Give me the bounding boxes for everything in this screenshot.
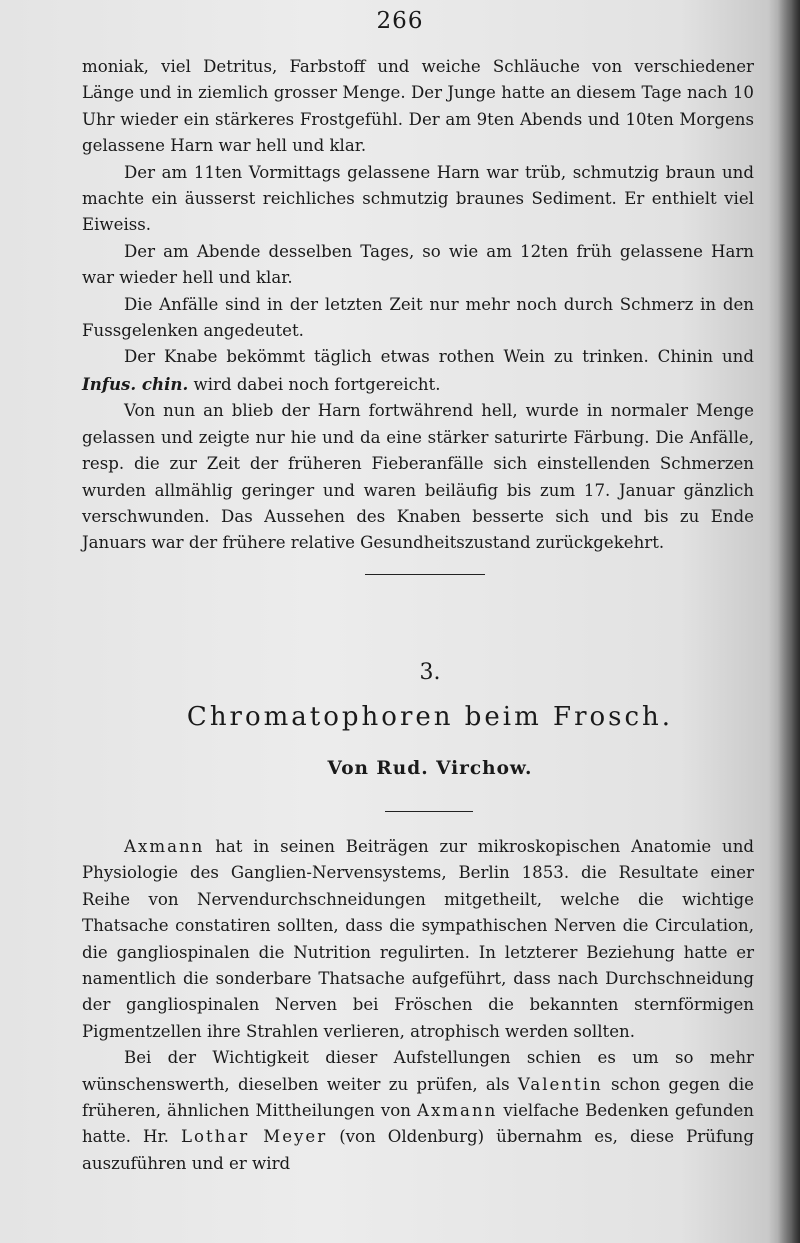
upper-text-block [82, 54, 754, 557]
lower-text-block [82, 834, 754, 1177]
article-title: Chromatophoren beim Frosch. [186, 702, 674, 732]
paragraph-text: schon gegen die früheren, ähnlichen Mittheilungen von [82, 1074, 754, 1121]
author-name: Axmann [416, 1101, 498, 1121]
paragraph [82, 1045, 754, 1177]
paragraph [82, 344, 754, 398]
paragraph-text: Bei der Wichtigkeit dieser Aufstellungen schien es um so mehr wünschenswerth, dieselben weiter zu prüfen, als [82, 1048, 754, 1094]
title-divider-rule [385, 811, 473, 812]
paragraph: Der am 11ten Vormittags gelassene Harn war trüb, schmutzig braun und machte ein äusserst reichliches schmutzig braunes Sediment. Er enthielt viel Eiweiss. [82, 162, 754, 235]
article-author: Von Rud. Virchow. [327, 758, 533, 779]
author-name: Valentin [517, 1074, 603, 1094]
section-number: 3. [419, 660, 441, 685]
paragraph: Der am Abende desselben Tages, so wie am 12ten früh gelassene Harn war wieder hell und klar. [82, 241, 754, 288]
page-number: 266 [376, 8, 424, 34]
paragraph-text: vielfache Bedenken gefunden hatte. Hr. [82, 1101, 754, 1147]
paragraph-text: Der Knabe bekömmt täglich etwas rothen Wein zu trinken. Chinin und [124, 347, 754, 367]
paragraph-text: (von Oldenburg) übernahm es, diese Prüfung auszuführen und er wird [82, 1127, 754, 1173]
italic-abbreviation: Infus. chin. [82, 373, 189, 394]
page-edge-shadow [778, 0, 800, 1243]
paragraph-text: wird dabei noch fortgereicht. [193, 374, 441, 394]
paragraph: moniak, viel Detritus, Farbstoff und weiche Schläuche von verschiedener Länge und in ziemlich grosser Menge. Der Junge hatte an diesem Tage nach 10 Uhr wieder ein stärkeres Frostgefühl. Der am 9ten Abends und 10ten Morgens gelassene Harn war hell und klar. [82, 57, 754, 156]
paragraph [82, 834, 754, 1045]
author-name: Lothar Meyer [180, 1127, 328, 1147]
author-name: Axmann [124, 837, 205, 856]
paragraph: Die Anfälle sind in der letzten Zeit nur mehr noch durch Schmerz in den Fussgelenken angedeutet. [82, 294, 754, 341]
paragraph-text: hat in seinen Beiträgen zur mikroskopischen Anatomie und Physiologie des Ganglien-Nervensystems, Berlin 1853. die Resultate einer Reihe von Nervendurchschneidungen mitgetheilt, welche die wichtige Thatsache constatiren sollten, dass die sympathischen Nerven die Circulation, die gangliospinalen die Nutrition regulirten. In letzterer Beziehung hatte er namentlich die sonderbare Thatsache aufgeführt, dass nach Durchschneidung der gangliospinalen Nerven bei Fröschen die bekannten sternförmigen Pigmentzellen ihre Strahlen verlieren, atrophisch werden sollten. [82, 837, 755, 1041]
paragraph: Von nun an blieb der Harn fortwährend hell, wurde in normaler Menge gelassen und zeigte nur hie und da eine stärker saturirte Färbung. Die Anfälle, resp. die zur Zeit der früheren Fieberanfälle sich einstellenden Schmerzen wurden allmählig geringer und waren beiläufig bis zum 17. Januar gänzlich verschwunden. Das Aussehen des Knaben besserte sich und bis zu Ende Januars war der frühere relative Gesundheitszustand zurückgekehrt. [82, 401, 754, 553]
section-divider-rule [365, 574, 485, 575]
